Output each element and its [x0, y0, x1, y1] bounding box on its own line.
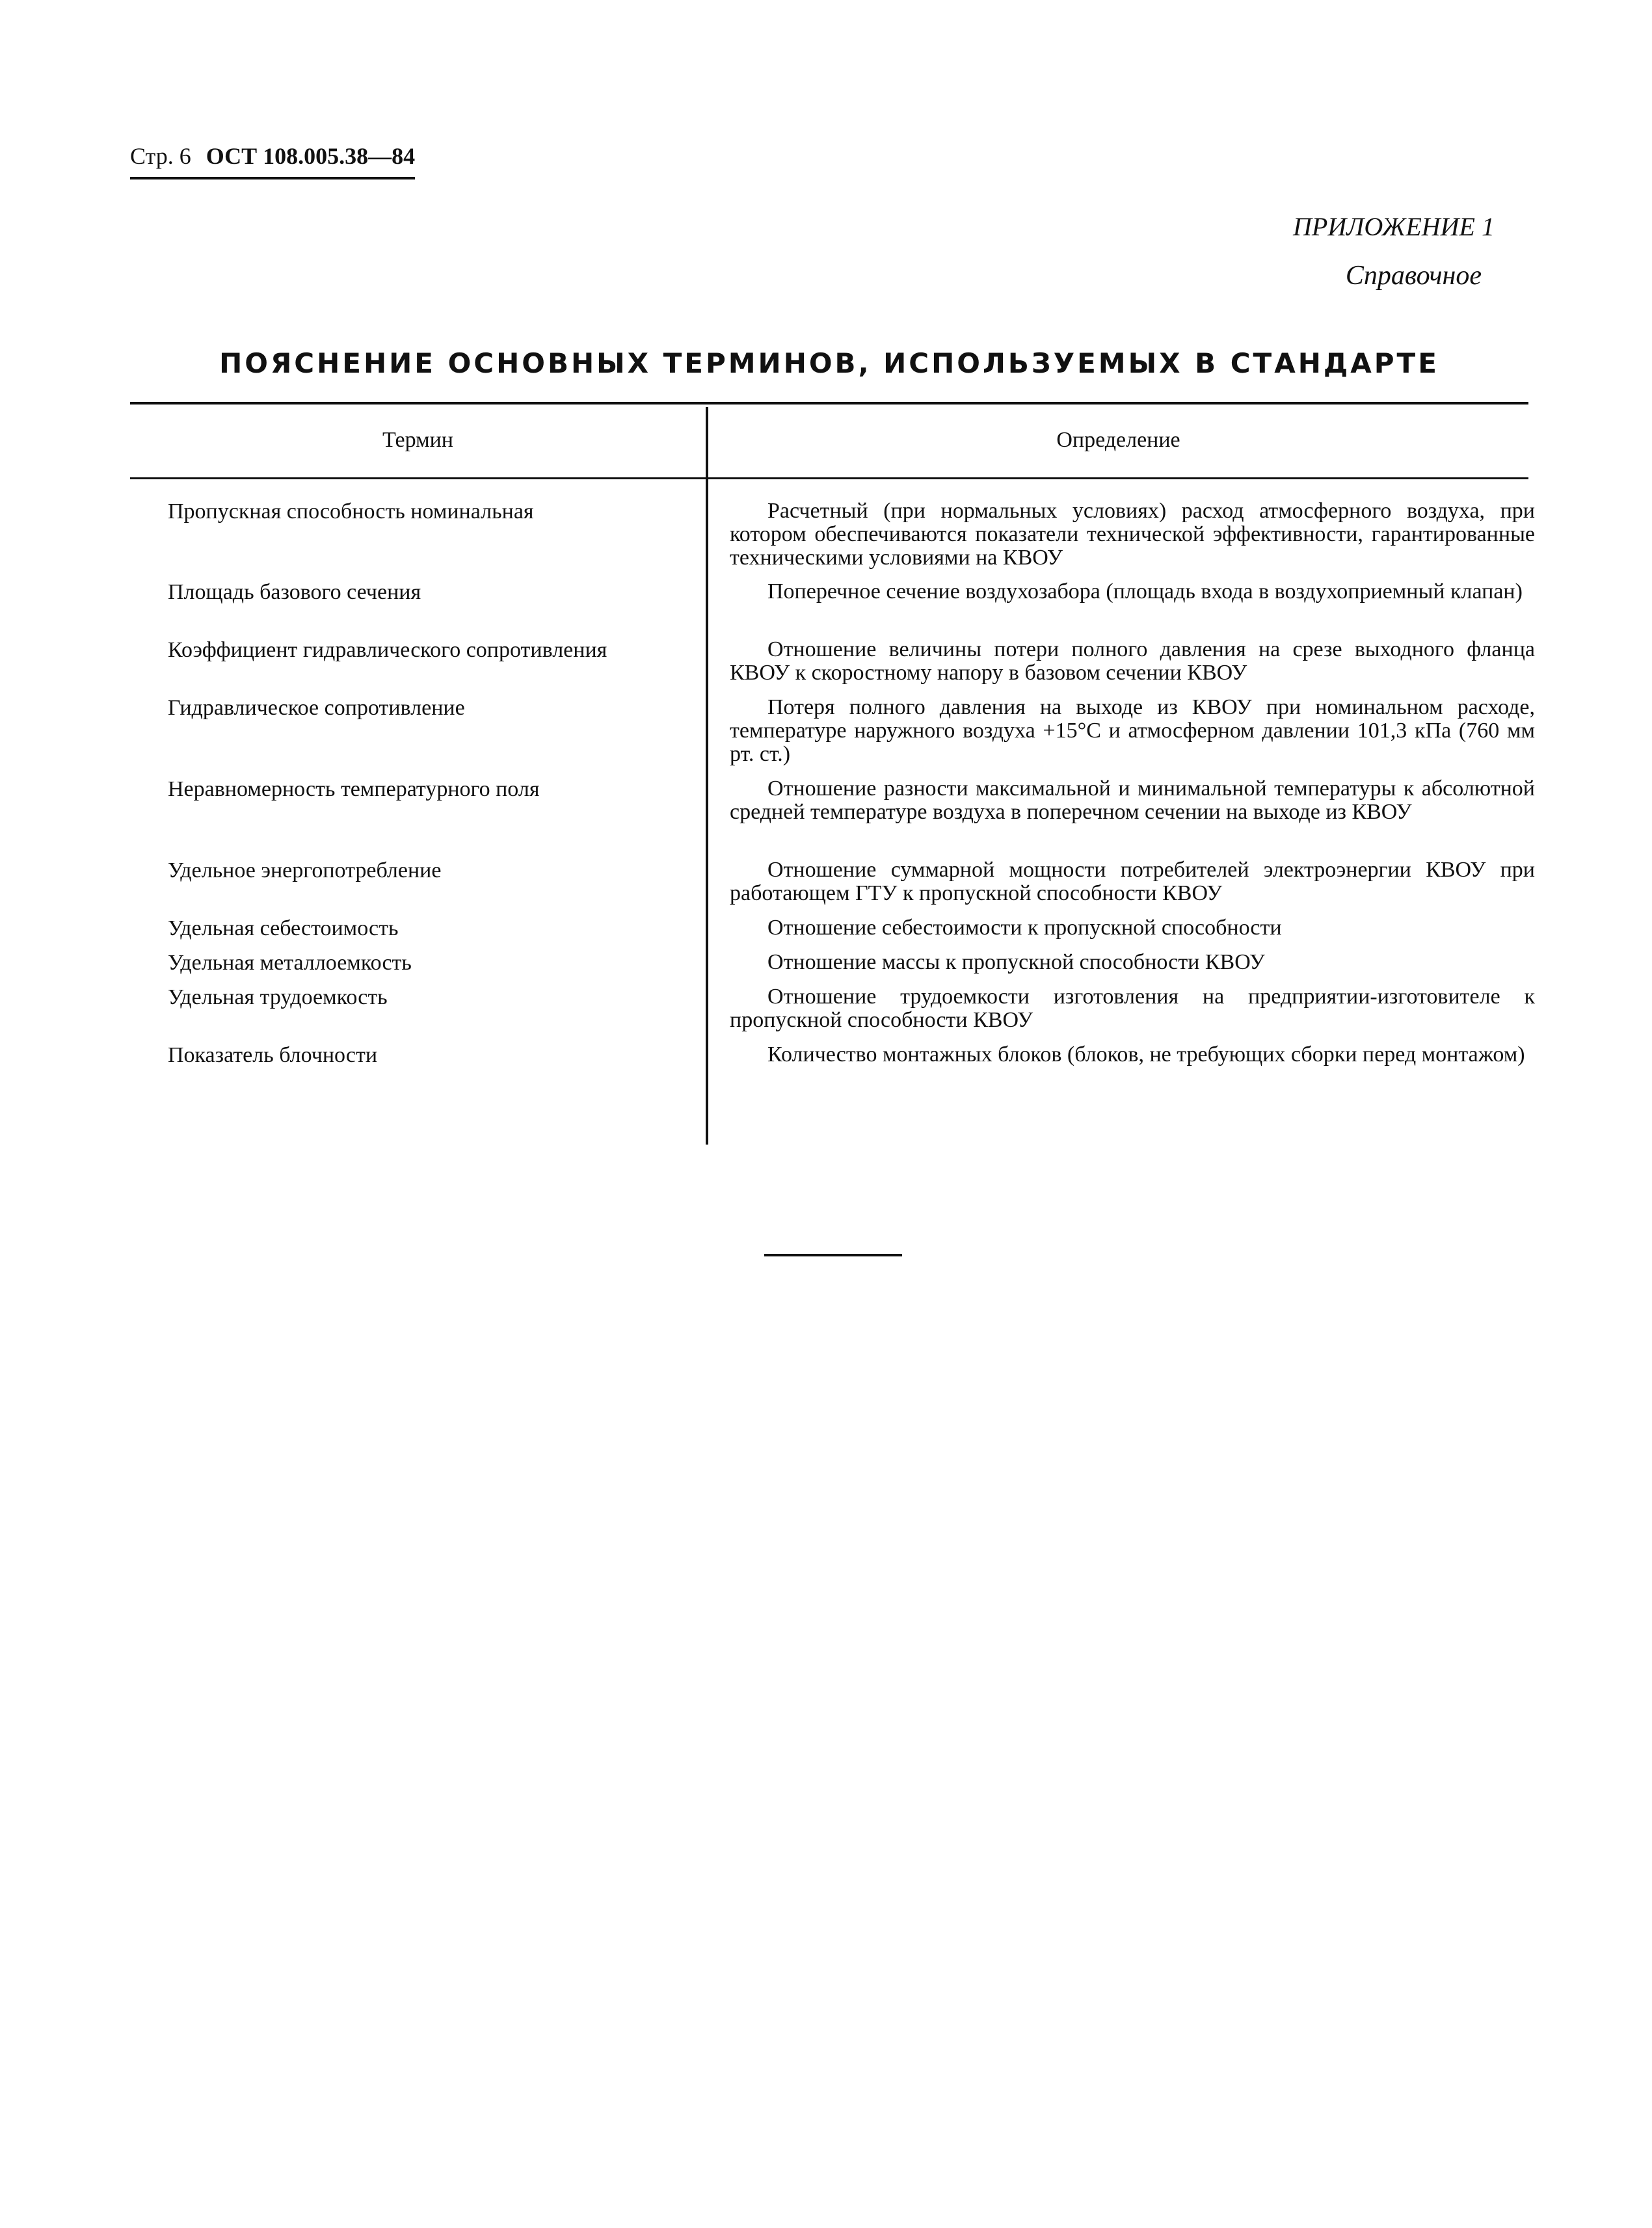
- page-header: [130, 142, 415, 179]
- term-cell: Гидравлическое сопротивление: [168, 696, 465, 720]
- definition-cell: Отношение величины потери полного давления на срезе выходного фланца КВОУ к скоростному напору в базовом сечении КВОУ: [730, 637, 1535, 685]
- definition-cell: Отношение массы к пропускной способности КВОУ: [767, 950, 1265, 974]
- definition-cell: Расчетный (при нормальных условиях) расход атмосферного воздуха, при котором обеспечиваются показатели технической эффективности, гарантированные техническими условиями на КВОУ: [730, 499, 1535, 570]
- term-cell: Площадь базового сечения: [168, 580, 421, 604]
- definition-cell: Отношение суммарной мощности потребителей электроэнергии КВОУ при работающем ГТУ к пропускной способности КВОУ: [730, 858, 1535, 905]
- terms-table: [130, 402, 1535, 1145]
- column-header-term: Термин: [382, 428, 453, 452]
- page-title: ПОЯСНЕНИЕ ОСНОВНЫХ ТЕРМИНОВ, ИСПОЛЬЗУЕМЫХ В СТАНДАРТЕ: [219, 347, 1439, 379]
- definition-cell: Количество монтажных блоков (блоков, не требующих сборки перед монтажом): [767, 1042, 1525, 1067]
- term-cell: Пропускная способность номинальная: [168, 499, 534, 524]
- term-cell: Удельная трудоемкость: [168, 985, 388, 1009]
- appendix-label: ПРИЛОЖЕНИЕ 1: [1293, 212, 1495, 241]
- column-divider: [706, 407, 708, 1145]
- definition-cell: Поперечное сечение воздухозабора (площадь входа в воздухоприемный клапан): [767, 579, 1523, 603]
- appendix-type: Справочное: [1345, 261, 1482, 291]
- term-cell: Удельная себестоимость: [168, 916, 399, 940]
- term-cell: Неравномерность температурного поля: [168, 777, 540, 801]
- page-number: Стр. 6: [130, 143, 191, 169]
- definition-cell: Отношение трудоемкости изготовления на предприятии-изготовителе к пропускной способности КВОУ: [730, 985, 1535, 1032]
- table-header-rule: [130, 477, 1528, 479]
- document-code: ОСТ 108.005.38—84: [206, 143, 416, 169]
- definition-cell: Потеря полного давления на выходе из КВОУ при номинальном расходе, температуре наружного воздуха +15°С и атмосферном давлении 101,3 кПа (760 мм рт. ст.): [730, 695, 1535, 766]
- end-divider: [764, 1254, 902, 1256]
- definition-cell: Отношение разности максимальной и минимальной температуры к абсолютной средней температуре воздуха в поперечном сечении на выходе из КВОУ: [730, 776, 1535, 824]
- term-cell: Удельная металлоемкость: [168, 951, 412, 975]
- table-top-rule: [130, 402, 1528, 404]
- definition-cell: Отношение себестоимости к пропускной способности: [767, 916, 1282, 940]
- column-header-definition: Определение: [1056, 428, 1180, 452]
- term-cell: Коэффициент гидравлического сопротивления: [168, 638, 607, 662]
- term-cell: Удельное энергопотребление: [168, 858, 442, 882]
- term-cell: Показатель блочности: [168, 1043, 378, 1067]
